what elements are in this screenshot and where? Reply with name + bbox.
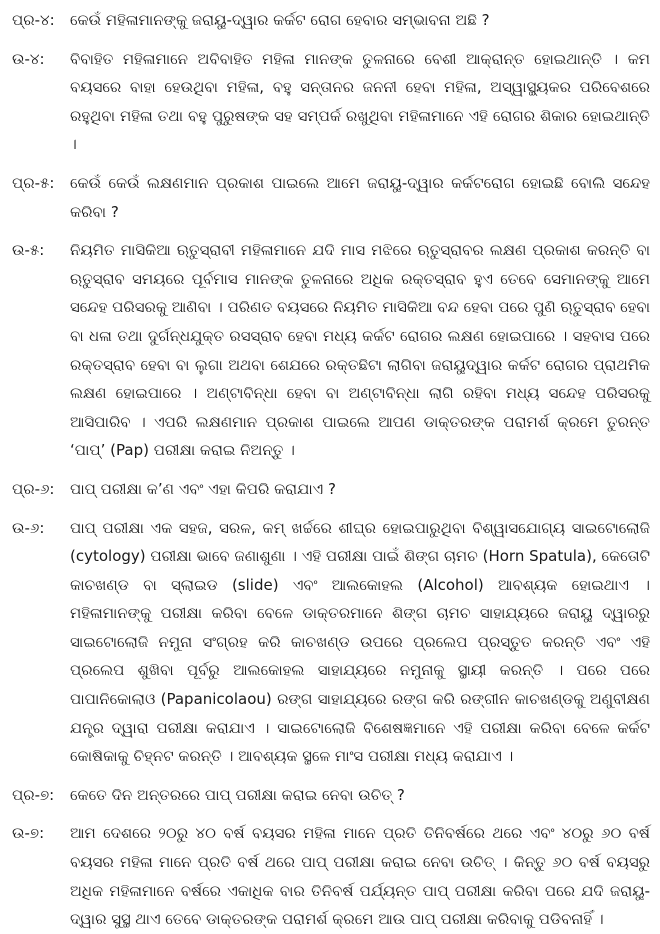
question-5 <box>0 169 660 226</box>
question-7 <box>0 781 660 810</box>
answer-4 <box>0 45 660 159</box>
question-6-label: ପ୍ର-୬: <box>12 479 55 498</box>
question-7-text: କେତେ ଦିନ ଅନ୍ତରରେ ପାପ୍ ପରୀକ୍ଷା କରାଇ ନେବା ଉଚିତ୍ ? <box>70 785 405 804</box>
answer-7-text: ଆମ ଦେଶରେ ୨୦ରୁ ୪୦ ବର୍ଷ ବୟସର ମହିଳା ମାନେ ପ୍ରତି ତିନିବର୍ଷରେ ଥରେ ଏବଂ ୪୦ରୁ ୬୦ ବର୍ଷ ବୟସର ମହିଳା ମାନେ ପ୍ରତି ବର୍ଷ ଥରେ ପାପ୍ ପରୀକ୍ଷା କରାଇ ନେବା ଉଚିତ୍ । କିନ୍ତୁ ୬୦ ବର୍ଷ ବୟସରୁ ଅଧିକ ମହିଳାମାନେ ବର୍ଷରେ ଏକାଧିକ ବାର ତିନିବର୍ଷ ପର୍ଯ୍ୟନ୍ତ ପାପ୍ ପରୀକ୍ଷା କରିବା ପରେ ଯଦି ଜରାୟୁ-ଦ୍ୱାର ସୁସ୍ଥ ଥାଏ ତେବେ ଡାକ୍ତରଙ୍କ ପରାମର୍ଶ କ୍ରମେ ଆଉ ପାପ୍ ପରୀକ୍ଷା କରିବାକୁ ପଡିବନାହିଁ । <box>70 824 650 929</box>
question-4-text: କେଉଁ ମହିଳାମାନଙ୍କୁ ଜରାୟୁ-ଦ୍ୱାର କର୍କଟ ରୋଗ ହେବାର ସମ୍ଭାବନା ଅଛି ? <box>70 11 490 29</box>
question-7-label: ପ୍ର-୭: <box>12 785 55 804</box>
answer-7 <box>0 819 660 933</box>
answer-4-label: ଉ-୪: <box>12 49 45 68</box>
answer-5-text: ନିୟମିତ ମାସିକିଆ ଋତୁସ୍ରାବୀ ମହିଳାମାନେ ଯଦି ମାସ ମଝିରେ ଋତୁସ୍ରାବର ଲକ୍ଷଣ ପ୍ରକାଶ କରନ୍ତି ବା ଋତୁସ୍ରାବ ସମୟରେ ପୂର୍ବମାସ ମାନଙ୍କ ତୁଳନାରେ ଅଧିକ ରକ୍ତସ୍ରାବ ହୁଏ ତେବେ ସେମାନଙ୍କୁ ଆମେ ସନ୍ଦେହ ପରିସରକୁ ଆଣିବା । ପରିଣତ ବୟସରେ ନିୟମିତ ମାସିକିଆ ବନ୍ଦ ହେବା ପରେ ପୁଣି ଋତୁସ୍ରାବ ହେବା ବା ଧଳା ତଥା ଦୁର୍ଗନ୍ଧଯୁକ୍ତ ରସସ୍ରାବ ହେବା ମଧ୍ୟ କର୍କଟ ରୋଗର ଲକ୍ଷଣ ହୋଇପାରେ । ସହବାସ ପରେ ରକ୍ତସ୍ରାବ ହେବା ବା ଲୁଗା ଅଥବା ଶେଯରେ ରକ୍ତଛିଟା ଲାଗିବା ଜରାୟୁଦ୍ୱାର କର୍କଟ ରୋଗର ପ୍ରାଥମିକ ଲକ୍ଷଣ ହୋଇପାରେ । ଅଣ୍ଟାବିନ୍ଧା ହେବା ବା ଅଣ୍ଟାବିନ୍ଧା ଲାଗି ରହିବା ମଧ୍ୟ ସନ୍ଦେହ ପରିସରକୁ ଆସିପାରିବ । ଏପରି ଲକ୍ଷଣମାନ ପ୍ରକାଶ ପାଇଲେ ଆପଣ ଡାକ୍ତରଙ୍କ ପରାମର୍ଶ କ୍ରମେ ତୁରନ୍ତ ‘ପାପ୍’ (Pap) ପରୀକ୍ଷା କରାଇ ନିଅନ୍ତୁ । <box>70 241 650 460</box>
answer-6-text: ପାପ୍ ପରୀକ୍ଷା ଏକ ସହଜ, ସରଳ, କମ୍ ଖର୍ଚ୍ଚରେ ଶୀଘ୍ର ହୋଇପାରୁଥିବା ବିଶ୍ୱାସଯୋଗ୍ୟ ସାଇଟୋଲୋଜି (cytology) ପରୀକ୍ଷା ଭାବେ ଜଣାଶୁଣା । ଏହି ପରୀକ୍ଷା ପାଇଁ ଶିଙ୍ଗ ଚାମଚ (Horn Spatula), କେତୋଟି କାଚଖଣ୍ଡ ବା ସ୍ଲାଇଡ (slide) ଏବଂ ଆଲକୋହଲ (Alcohol) ଆବଶ୍ୟକ ହୋଇଥାଏ । ମହିଳାମାନଙ୍କୁ ପରୀକ୍ଷା କରିବା ବେଳେ ଡାକ୍ତରମାନେ ଶିଙ୍ଗ ଚାମଚ ସାହାଯ୍ୟରେ ଜରାୟୁ ଦ୍ୱାରରୁ ସାଇଟୋଲୋଜି ନମୁନା ସଂଗ୍ରହ କରି କାଚଖଣ୍ଡ ଉପରେ ପ୍ରଲେପ ପ୍ରସ୍ତୁତ କରନ୍ତି ଏବଂ ଏହି ପ୍ରଲେପ ଶୁଖିବା ପୂର୍ବରୁ ଆଲକୋହଲ ସାହାଯ୍ୟରେ ନମୁନାକୁ ସ୍ଥାୟୀ କରନ୍ତି । ପରେ ପରେ ପାପାନିକୋଲାଓ (Papanicolaou) ରଙ୍ଗ ସାହାଯ୍ୟରେ ରଙ୍ଗ କରି ରଙ୍ଗୀନ କାଚଖଣ୍ଡକୁ ଅଣୁବୀକ୍ଷଣ ଯନ୍ତ୍ର ଦ୍ୱାରା ପରୀକ୍ଷା କରାଯାଏ । ସାଇଟୋଲୋଜି ବିଶେଷଜ୍ଞମାନେ ଏହି ପରୀକ୍ଷା କରିବା ବେଳେ କର୍କଟ କୋଷିକାକୁ ଚିହ୍ନଟ କରନ୍ତି । ଆବଶ୍ୟକ ସ୍ଥଳେ ମାଂସ ପରୀକ୍ଷା ମଧ୍ୟ କରାଯାଏ । <box>70 518 650 766</box>
answer-6 <box>0 514 660 771</box>
question-5-text: କେଉଁ କେଉଁ ଲକ୍ଷଣମାନ ପ୍ରକାଶ ପାଇଲେ ଆମେ ଜରାୟୁ-ଦ୍ୱାର କର୍କଟରୋଗ ହୋଇଛି ବୋଲି ସନ୍ଦେହ କରିବା ? <box>70 173 650 221</box>
answer-4-text: ବିବାହିତ ମହିଳାମାନେ ଅବିବାହିତ ମହିଳା ମାନଙ୍କ ତୁଳନାରେ ବେଶୀ ଆକ୍ରାନ୍ତ ହୋଇଥାନ୍ତି । କମ ବୟସରେ ବାହା ହେଉଥିବା ମହିଳା, ବହୁ ସନ୍ତାନର ଜନନୀ ହେବା ମହିଳା, ଅସ୍ୱାସ୍ଥ୍ୟକର ପରିବେଶରେ ରହୁଥିବା ମହିଳା ତଥା ବହୁ ପୁରୁଷଙ୍କ ସହ ସମ୍ପର୍କ ରଖୁଥିବା ମହିଳାମାନେ ଏହି ରୋଗର ଶିକାର ହୋଇଥାନ୍ତି । <box>70 49 650 154</box>
answer-5 <box>0 236 660 465</box>
question-4-label: ପ୍ର-୪: <box>12 11 55 29</box>
question-4 <box>0 6 660 35</box>
question-5-label: ପ୍ର-୫: <box>12 173 55 192</box>
question-6-text: ପାପ୍ ପରୀକ୍ଷା କ’ଣ ଏବଂ ଏହା କିପରି କରାଯାଏ ? <box>70 479 336 498</box>
answer-7-label: ଉ-୭: <box>12 824 45 843</box>
answer-5-label: ଉ-୫: <box>12 241 45 260</box>
question-6 <box>0 475 660 504</box>
answer-6-label: ଉ-୬: <box>12 518 45 537</box>
